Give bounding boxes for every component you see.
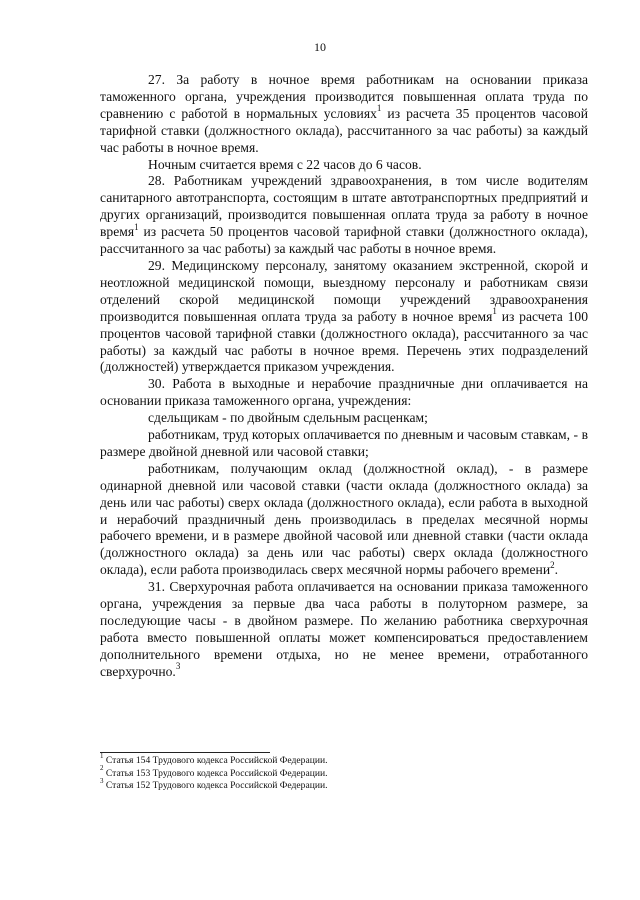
footnote-text: Статья 154 Трудового кодекса Российской Федерации. — [103, 755, 328, 766]
footnote-reference: 3 — [175, 661, 181, 672]
footnote-mark: 1 — [100, 751, 104, 760]
paragraph — [100, 376, 588, 410]
paragraph-text: 29. Медицинскому персоналу, занятому оказанием экстренной, скорой и неотложной медицинской помощи, выездному персоналу и работникам связи отделений скорой медицинской помощи учреждений здравоохранения производится повышенная оплата труда за работу в ночное время — [100, 257, 588, 324]
footnote — [100, 751, 588, 768]
paragraph-text: 31. Сверхурочная работа оплачивается на основании приказа таможенного органа, учреждения за первые два часа работы в полуторном размере, за последующие часы - в двойном размере. По желанию работника сверхурочная работа вместо повышенной оплаты может компенсироваться предоставлением дополнительного времени отдыха, но не менее времени, отработанного сверхурочно. — [100, 579, 588, 679]
paragraph — [100, 461, 588, 579]
paragraph — [100, 72, 588, 157]
footnote-list — [100, 751, 588, 793]
page-number: 10 — [314, 40, 326, 54]
paragraph — [100, 410, 588, 427]
footnotes — [100, 752, 588, 793]
footnote-reference: 1 — [492, 306, 497, 317]
paragraph-text: 27. За работу в ночное время работникам на основании приказа таможенного органа, учреждения производится повышенная оплата труда по сравнению с работой в нормальных условиях — [100, 72, 588, 121]
paragraph — [100, 157, 588, 174]
paragraph-text: 30. Работа в выходные и нерабочие праздничные дни оплачивается на основании приказа таможенного органа, учреждения: — [100, 376, 588, 409]
footnote-reference: 1 — [376, 103, 382, 114]
paragraph-text: из расчета 100 процентов часовой тарифной ставки (должностного оклада), рассчитанного за час работы) за каждый час работы в ночное время. Перечень этих подразделений (должностей) утверждается приказом учреждения. — [100, 308, 588, 375]
paragraph-text: из расчета 50 процентов часовой тарифной ставки (должностного оклада), рассчитанного за час работы) за каждый час работы в ночное время. — [100, 224, 588, 257]
paragraph-text: 28. Работникам учреждений здравоохранения, в том числе водителям санитарного автотранспорта, состоящим в штате автотранспортных предприятий и других организаций, производится повышенная оплата труда за работу в ночное время — [100, 173, 588, 240]
paragraph — [100, 427, 588, 461]
footnote-text: Статья 152 Трудового кодекса Российской Федерации. — [103, 780, 328, 792]
footnote-mark: 3 — [100, 777, 104, 785]
paragraph — [100, 579, 588, 680]
footnote-reference: 1 — [134, 221, 139, 232]
footnote-reference: 2 — [550, 559, 555, 570]
paragraph — [100, 258, 588, 376]
paragraph-text: из расчета 35 процентов часовой тарифной ставки (должностного оклада), рассчитанного за час работы) за каждый час работы в ночное время. — [100, 105, 588, 155]
paragraph-text: работникам, труд которых оплачивается по дневным и часовым ставкам, - в размере двойной дневной или часовой ставки; — [100, 427, 588, 459]
footnote-separator — [100, 752, 270, 753]
paragraph-text: сдельщикам - по двойным сдельным расценкам; — [148, 410, 428, 426]
footnote-text: Статья 153 Трудового кодекса Российской Федерации. — [103, 767, 328, 779]
footnote-mark: 2 — [100, 764, 104, 773]
paragraph — [100, 173, 588, 258]
paragraph-text: Ночным считается время с 22 часов до 6 часов. — [148, 156, 422, 172]
body-text — [100, 72, 588, 681]
footnote — [100, 764, 588, 781]
paragraph-text: работникам, получающим оклад (должностной оклад), - в размере одинарной дневной или часовой ставки (части оклада (должностного оклада) за день или час работы) сверх оклада (должностного оклада), если работа в выходной и нерабочий праздничный день производилась в пределах месячной нормы рабочего времени, и в размере двойной часовой или дневной ставки (части оклада (должностного оклада) за день или час работы) сверх оклада (должностного оклада), если работа производилась сверх месячной нормы рабочего времени — [100, 460, 588, 578]
footnote — [100, 777, 588, 793]
paragraph-text: . — [554, 562, 559, 578]
